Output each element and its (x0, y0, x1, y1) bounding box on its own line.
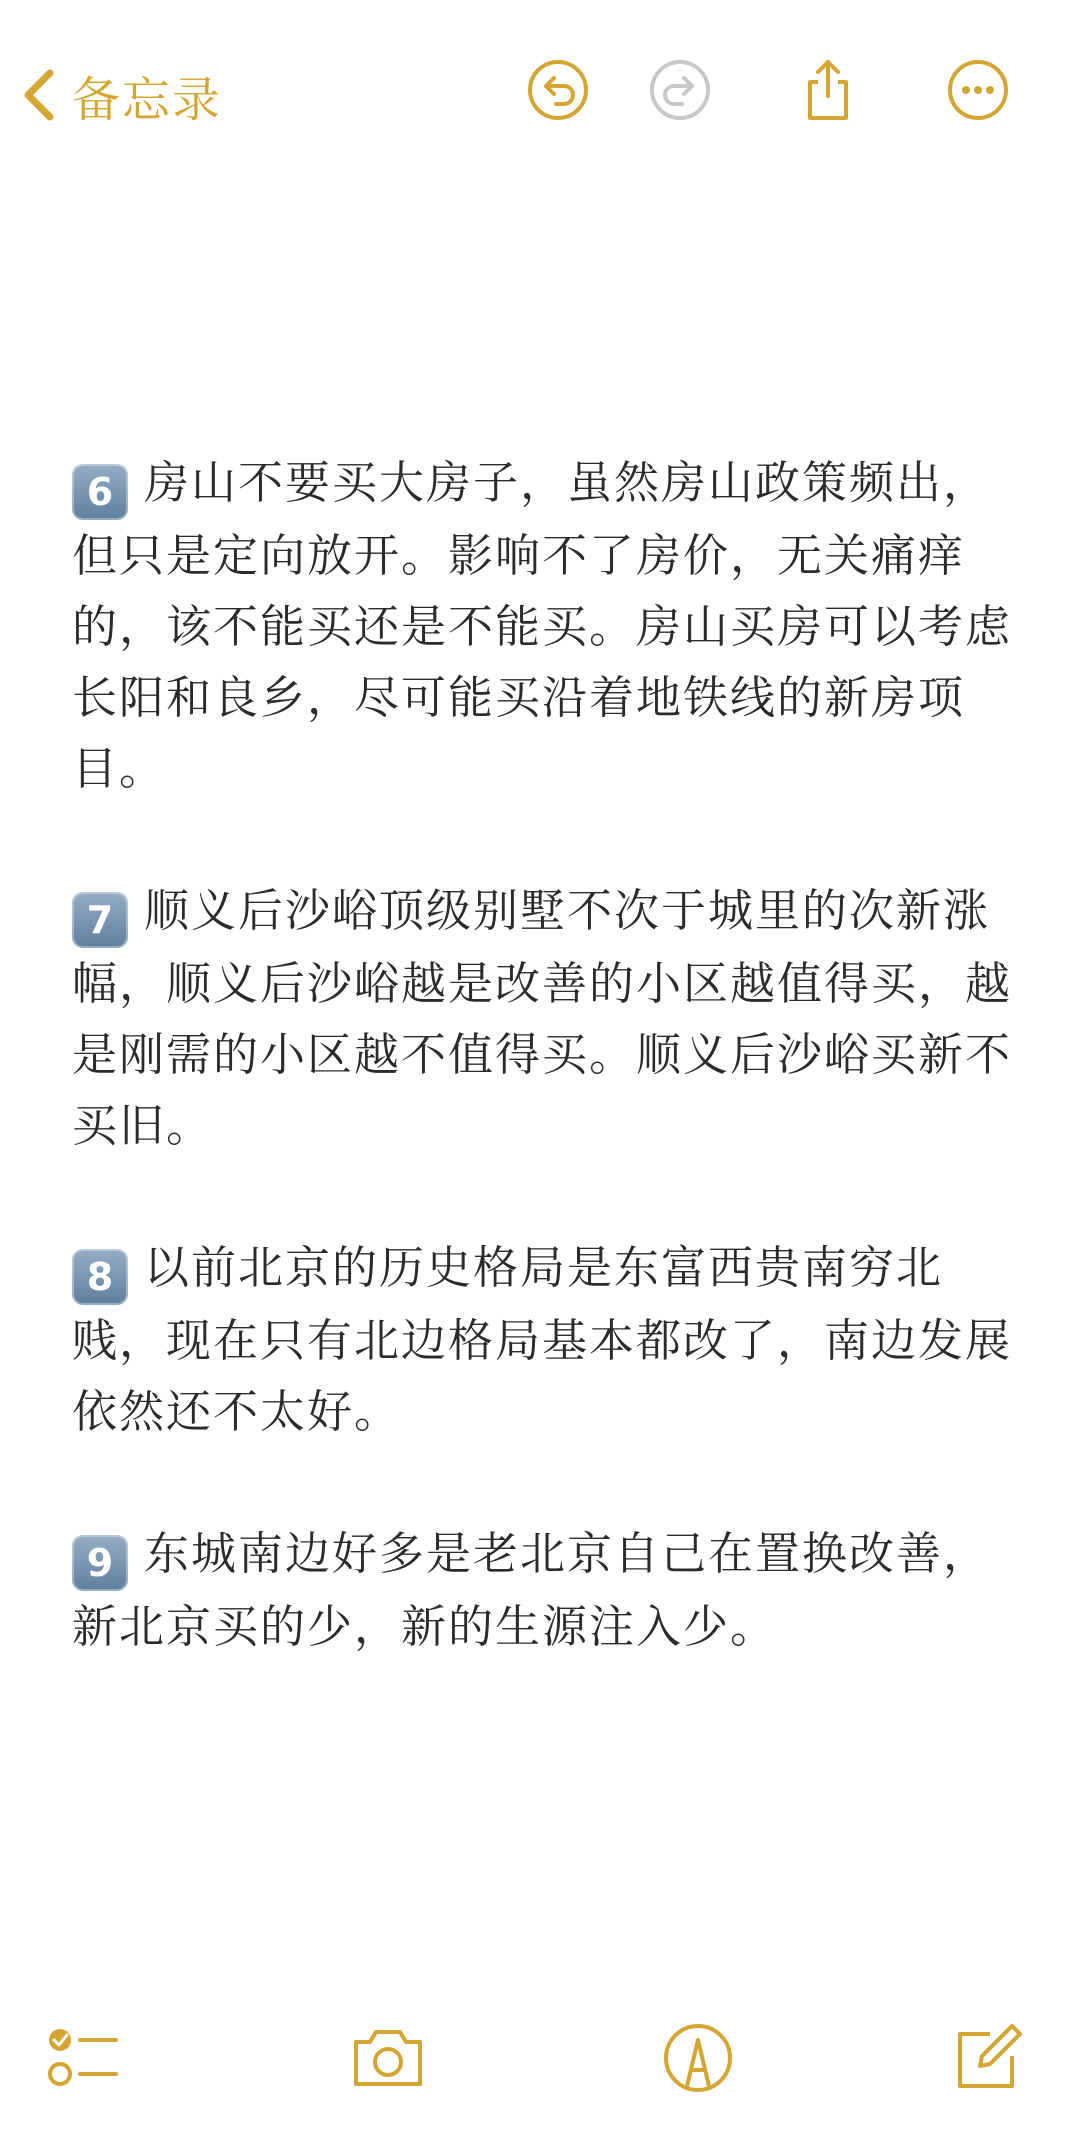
undo-button[interactable] (526, 58, 590, 122)
paragraph-text: 东城南边好多是老北京自己在置换改善，新北京买的少，新的生源注入少。 (72, 1527, 991, 1653)
camera-icon (350, 2020, 426, 2096)
back-label: 备忘录 (72, 71, 223, 128)
more-icon (946, 58, 1010, 122)
keycap-number-badge: 7 (72, 892, 128, 948)
camera-button[interactable] (350, 2020, 426, 2096)
note-paragraph (72, 447, 1012, 804)
bottom-toolbar (0, 1990, 1080, 2150)
note-body[interactable] (72, 447, 1012, 1733)
note-paragraph (72, 1232, 1012, 1447)
paragraph-text: 房山不要买大房子，虽然房山政策频出，但只是定向放开。影响不了房价，无关痛痒的，该不能买还是不能买。房山买房可以考虑长阳和良乡，尽可能买沿着地铁线的新房项目。 (72, 456, 1013, 795)
chevron-left-icon (20, 67, 56, 123)
navigation-bar (0, 0, 1080, 190)
redo-button[interactable] (648, 58, 712, 122)
paragraph-text: 以前北京的历史格局是东富西贵南穷北贱，现在只有北边格局基本都改了，南边发展依然还不太好。 (72, 1241, 1013, 1438)
share-icon (796, 58, 860, 122)
more-button[interactable] (946, 58, 1010, 122)
share-button[interactable] (796, 58, 860, 122)
compose-button[interactable] (950, 2020, 1026, 2096)
keycap-number-badge: 6 (72, 464, 128, 520)
compose-icon (950, 2020, 1026, 2096)
checklist-button[interactable] (46, 2020, 122, 2096)
keycap-number-badge: 9 (72, 1535, 128, 1591)
undo-icon (526, 58, 590, 122)
redo-icon (648, 58, 712, 122)
note-paragraph (72, 875, 1012, 1161)
back-button[interactable] (20, 55, 222, 135)
keycap-number-badge: 8 (72, 1249, 128, 1305)
markup-button[interactable] (660, 2020, 736, 2096)
markup-icon (660, 2020, 736, 2096)
paragraph-text: 顺义后沙峪顶级别墅不次于城里的次新涨幅，顺义后沙峪越是改善的小区越值得买，越是刚需的小区越不值得买。顺义后沙峪买新不买旧。 (72, 884, 1013, 1152)
note-paragraph (72, 1518, 1012, 1662)
checklist-icon (46, 2020, 122, 2096)
